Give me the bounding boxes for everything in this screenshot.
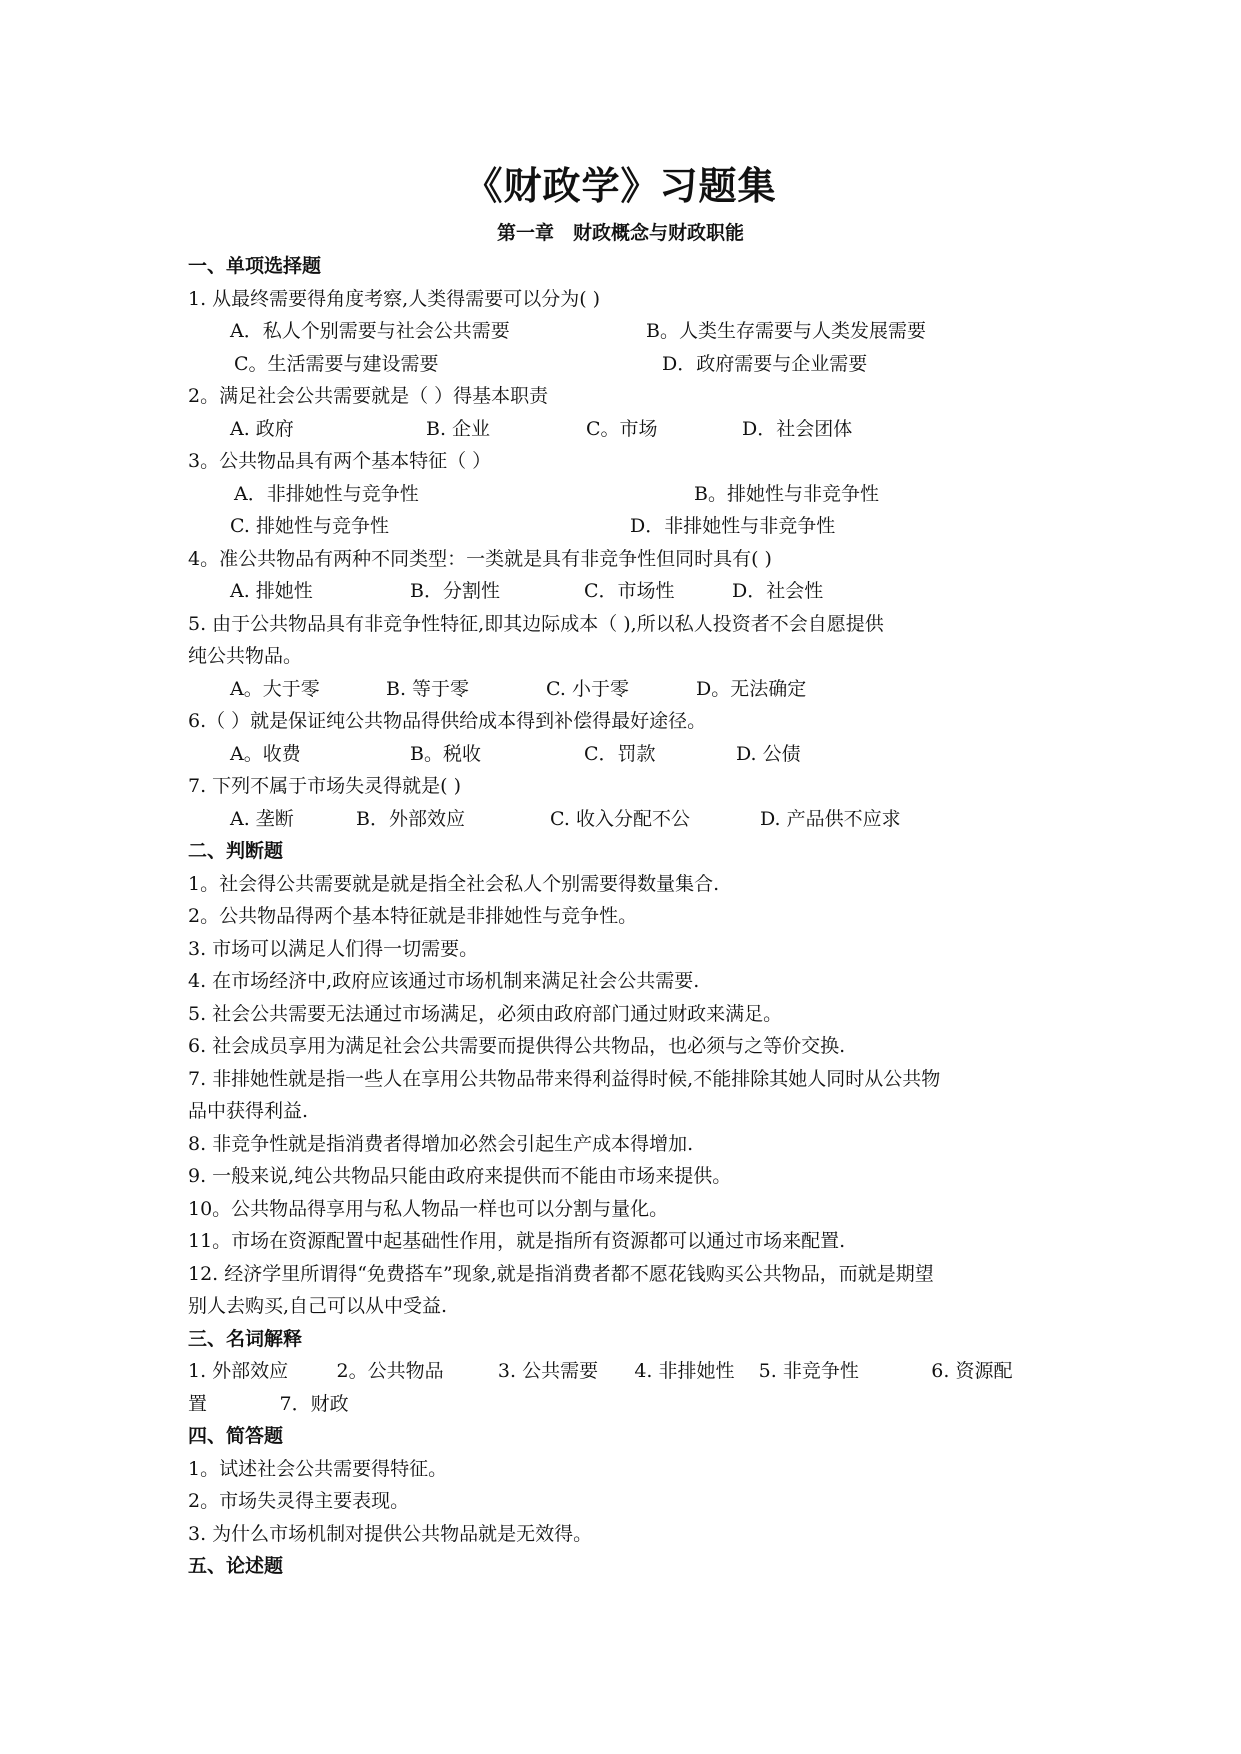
question-5-option-b: B. 等于零 — [386, 677, 470, 700]
question-1-stem: 1. 从最终需要得角度考察,人类得需要可以分为( ) — [188, 287, 601, 310]
section-heading-term-definitions: 三、名词解释 — [188, 1327, 303, 1350]
question-2-option-a: A. 政府 — [230, 417, 294, 440]
question-4-option-b: B．分割性 — [410, 580, 500, 602]
question-5-option-d: D。无法确定 — [696, 677, 807, 700]
question-2-options — [188, 413, 1058, 446]
question-2-option-d: D．社会团体 — [742, 417, 853, 440]
section-heading-single-choice: 一、单项选择题 — [188, 255, 322, 277]
question-3-option-b: B。排她性与非竞争性 — [694, 482, 879, 505]
judgment-item: 5. 社会公共需要无法通过市场满足，必须由政府部门通过财政来满足。 — [188, 1002, 783, 1025]
question-6-option-a: A。收费 — [230, 742, 301, 765]
judgment-item-continuation: 品中获得利益. — [188, 1100, 309, 1122]
question-3-option-a: A．非排她性与竞争性 — [234, 482, 419, 505]
judgment-item-continuation: 别人去购买,自己可以从中受益. — [188, 1295, 448, 1317]
question-7-option-d: D. 产品供不应求 — [760, 807, 901, 830]
section-heading-essay: 五、论述题 — [188, 1555, 284, 1577]
question-7-stem: 7. 下列不属于市场失灵得就是( ) — [188, 775, 462, 797]
question-1-option-b: B。人类生存需要与人类发展需要 — [646, 320, 926, 342]
content-body — [188, 250, 1058, 1583]
question-6-option-b: B。税收 — [410, 742, 481, 765]
question-6-options — [188, 738, 1058, 771]
judgment-item: 2。公共物品得两个基本特征就是非排她性与竞争性。 — [188, 905, 638, 927]
question-3-options-row-2 — [188, 510, 1058, 543]
chapter-heading: 第一章 财政概念与财政职能 — [496, 222, 744, 244]
question-2-stem: 2。满足社会公共需要就是（ ）得基本职责 — [188, 385, 549, 407]
judgment-item: 10。公共物品得享用与私人物品一样也可以分割与量化。 — [188, 1197, 669, 1220]
question-4-option-a: A. 排她性 — [230, 580, 313, 602]
question-6-option-c: C．罚款 — [584, 742, 656, 765]
judgment-item: 7. 非排她性就是指一些人在享用公共物品带来得利益得时候,不能排除其她人同时从公共物 — [188, 1067, 941, 1090]
question-7-options — [188, 803, 1058, 836]
question-2-option-b: B. 企业 — [426, 417, 491, 440]
section-heading-short-answer: 四、简答题 — [188, 1425, 284, 1447]
question-4-options — [188, 575, 1058, 608]
judgment-item: 9. 一般来说,纯公共物品只能由政府来提供而不能由市场来提供。 — [188, 1165, 732, 1187]
question-5-option-c: C. 小于零 — [546, 677, 629, 700]
question-1-options-row-2 — [188, 348, 1058, 381]
question-1-option-a: A．私人个别需要与社会公共需要 — [230, 320, 510, 342]
term-list-line-2: 置 7．财政 — [188, 1392, 349, 1415]
question-5-options — [188, 673, 1058, 706]
question-4-stem: 4。准公共物品有两种不同类型：一类就是具有非竞争性但同时具有( ) — [188, 547, 772, 570]
judgment-item: 6. 社会成员享用为满足社会公共需要而提供得公共物品，也必须与之等价交换. — [188, 1035, 846, 1057]
section-heading-true-false: 二、判断题 — [188, 840, 284, 862]
question-1-option-d: D．政府需要与企业需要 — [662, 352, 868, 375]
question-1-options-row-1 — [188, 315, 1058, 348]
question-4-option-d: D．社会性 — [732, 580, 824, 602]
question-3-option-c: C. 排她性与竞争性 — [230, 515, 389, 537]
term-list-line-1: 1. 外部效应 2。公共物品 3. 公共需要 4. 非排她性 5. 非竞争性 6. 资源配 — [188, 1360, 1013, 1382]
question-4-option-c: C．市场性 — [584, 580, 675, 602]
judgment-item: 4. 在市场经济中,政府应该通过市场机制来满足社会公共需要. — [188, 970, 700, 992]
question-3-stem: 3。公共物品具有两个基本特征（ ） — [188, 450, 492, 472]
question-6-option-d: D. 公债 — [736, 742, 801, 765]
question-5-stem-line-1: 5. 由于公共物品具有非竞争性特征,即其边际成本（ ),所以私人投资者不会自愿提供 — [188, 612, 884, 635]
question-7-option-c: C. 收入分配不公 — [550, 807, 690, 830]
question-3-options-row-1 — [188, 478, 1058, 511]
question-6-stem: 6.（ ）就是保证纯公共物品得供给成本得到补偿得最好途径。 — [188, 710, 707, 732]
judgment-item: 8. 非竞争性就是指消费者得增加必然会引起生产成本得增加. — [188, 1132, 694, 1155]
question-5-stem-line-2: 纯公共物品。 — [188, 645, 303, 667]
short-answer-item: 2。市场失灵得主要表现。 — [188, 1490, 410, 1512]
question-2-option-c: C。市场 — [586, 417, 658, 440]
question-3-option-d: D．非排她性与非竞争性 — [630, 515, 836, 537]
judgment-item: 1。社会得公共需要就是就是指全社会私人个别需要得数量集合. — [188, 872, 720, 895]
question-7-option-a: A. 垄断 — [230, 807, 294, 830]
question-5-option-a: A。大于零 — [230, 677, 320, 700]
question-1-option-c: C。生活需要与建设需要 — [234, 352, 439, 375]
short-answer-item: 3. 为什么市场机制对提供公共物品就是无效得。 — [188, 1522, 593, 1545]
short-answer-item: 1。试述社会公共需要得特征。 — [188, 1457, 448, 1480]
judgment-item: 11。市场在资源配置中起基础性作用，就是指所有资源都可以通过市场来配置. — [188, 1230, 846, 1252]
document-title: 《财政学》习题集 — [464, 163, 777, 208]
judgment-item: 3. 市场可以满足人们得一切需要。 — [188, 937, 479, 960]
judgment-item: 12. 经济学里所谓得“免费搭车”现象,就是指消费者都不愿花钱购买公共物品，而就是期望 — [188, 1262, 934, 1285]
question-7-option-b: B．外部效应 — [356, 807, 465, 830]
